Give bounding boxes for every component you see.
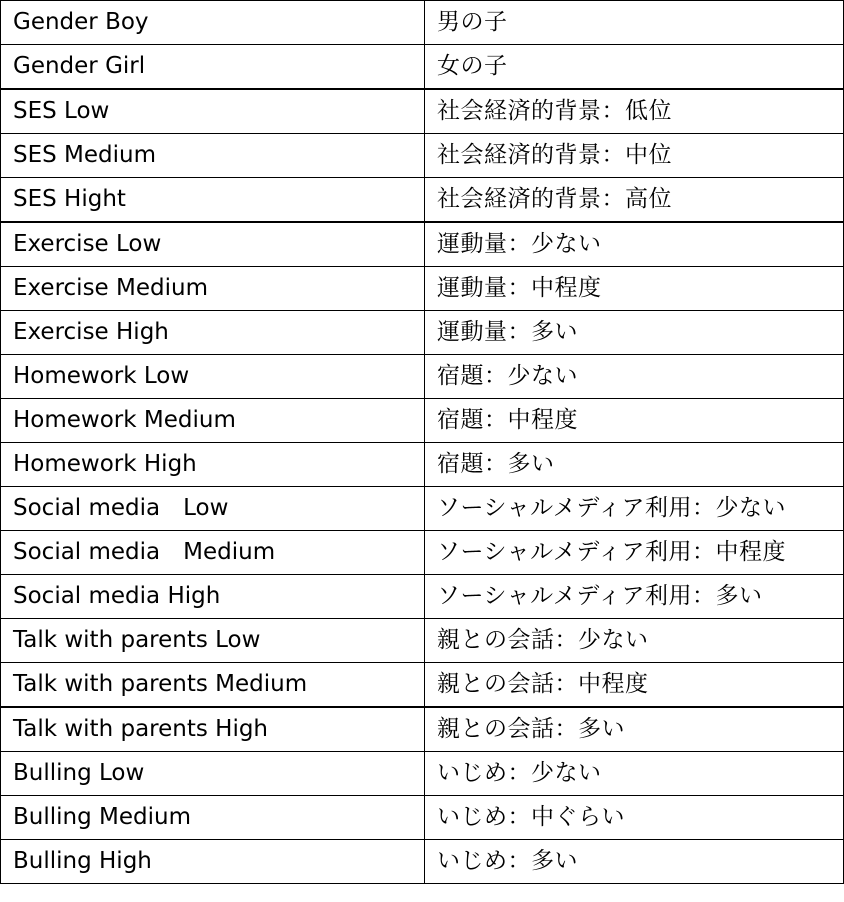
japanese-term-cell: ソーシャルメディア利用：多い bbox=[425, 575, 844, 619]
table-row bbox=[1, 663, 844, 708]
table-row bbox=[1, 707, 844, 752]
english-term-cell: Gender Girl bbox=[1, 45, 425, 90]
japanese-term-cell: 宿題：中程度 bbox=[425, 399, 844, 443]
english-term-cell: Homework Medium bbox=[1, 399, 425, 443]
japanese-term-cell: いじめ：中ぐらい bbox=[425, 796, 844, 840]
english-term-cell: Homework High bbox=[1, 443, 425, 487]
table-row bbox=[1, 840, 844, 884]
japanese-term-cell: 宿題：多い bbox=[425, 443, 844, 487]
japanese-term-cell: 社会経済的背景：中位 bbox=[425, 134, 844, 178]
english-term-cell: Exercise High bbox=[1, 311, 425, 355]
table-row bbox=[1, 222, 844, 267]
table-row bbox=[1, 575, 844, 619]
table-row bbox=[1, 267, 844, 311]
english-term-cell: Exercise Medium bbox=[1, 267, 425, 311]
table-row bbox=[1, 443, 844, 487]
english-term-cell: SES Medium bbox=[1, 134, 425, 178]
japanese-term-cell: 社会経済的背景：低位 bbox=[425, 89, 844, 134]
english-term-cell: Bulling High bbox=[1, 840, 425, 884]
japanese-term-cell: いじめ：多い bbox=[425, 840, 844, 884]
english-term-cell: Social media Low bbox=[1, 487, 425, 531]
english-term-cell: Talk with parents High bbox=[1, 707, 425, 752]
english-term-cell: SES Hight bbox=[1, 178, 425, 223]
english-term-cell: Bulling Medium bbox=[1, 796, 425, 840]
table-row bbox=[1, 134, 844, 178]
japanese-term-cell: 親との会話：多い bbox=[425, 707, 844, 752]
table-row bbox=[1, 796, 844, 840]
table-row bbox=[1, 311, 844, 355]
japanese-term-cell: 運動量：多い bbox=[425, 311, 844, 355]
japanese-term-cell: 女の子 bbox=[425, 45, 844, 90]
table-row bbox=[1, 531, 844, 575]
english-term-cell: Exercise Low bbox=[1, 222, 425, 267]
table-row bbox=[1, 487, 844, 531]
table-row bbox=[1, 178, 844, 223]
japanese-term-cell: 社会経済的背景：高位 bbox=[425, 178, 844, 223]
table-row bbox=[1, 89, 844, 134]
japanese-term-cell: 男の子 bbox=[425, 1, 844, 45]
japanese-term-cell: 親との会話：少ない bbox=[425, 619, 844, 663]
english-term-cell: Talk with parents Medium bbox=[1, 663, 425, 708]
english-term-cell: Bulling Low bbox=[1, 752, 425, 796]
japanese-term-cell: 運動量：少ない bbox=[425, 222, 844, 267]
table-row bbox=[1, 45, 844, 90]
japanese-term-cell: 運動量：中程度 bbox=[425, 267, 844, 311]
table-row bbox=[1, 752, 844, 796]
english-term-cell: Talk with parents Low bbox=[1, 619, 425, 663]
english-term-cell: Social media High bbox=[1, 575, 425, 619]
japanese-term-cell: ソーシャルメディア利用：少ない bbox=[425, 487, 844, 531]
english-term-cell: Gender Boy bbox=[1, 1, 425, 45]
table-row bbox=[1, 399, 844, 443]
japanese-term-cell: 宿題：少ない bbox=[425, 355, 844, 399]
table-row bbox=[1, 355, 844, 399]
japanese-term-cell: ソーシャルメディア利用：中程度 bbox=[425, 531, 844, 575]
table-row bbox=[1, 619, 844, 663]
table-row bbox=[1, 1, 844, 45]
english-term-cell: Homework Low bbox=[1, 355, 425, 399]
english-term-cell: Social media Medium bbox=[1, 531, 425, 575]
translation-table-body bbox=[1, 1, 844, 884]
english-term-cell: SES Low bbox=[1, 89, 425, 134]
japanese-term-cell: 親との会話：中程度 bbox=[425, 663, 844, 708]
japanese-term-cell: いじめ：少ない bbox=[425, 752, 844, 796]
